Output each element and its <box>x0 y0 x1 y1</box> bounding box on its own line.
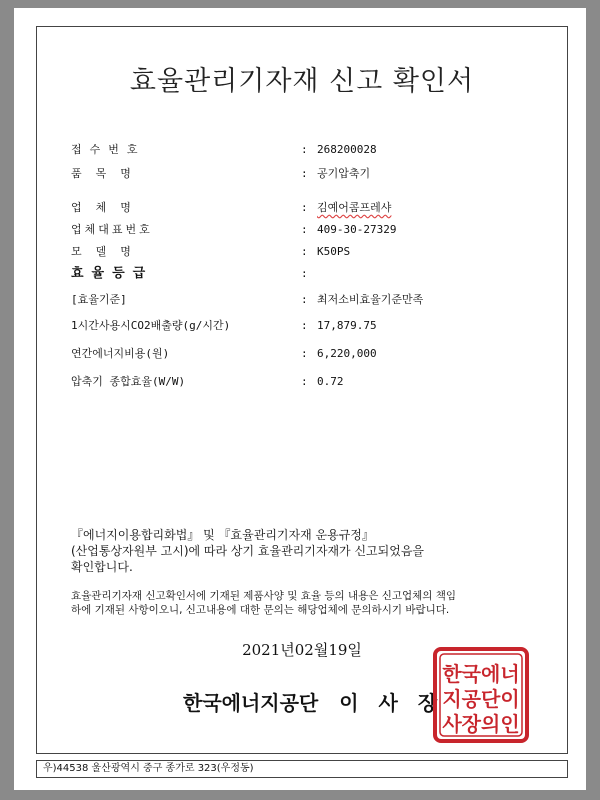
field-row-model-name <box>71 242 561 262</box>
field-colon: : <box>301 201 308 214</box>
issuer-signature-line <box>183 687 457 716</box>
field-label: 1시간사용시CO2배출량(g/시간) <box>71 319 231 332</box>
field-label: 업체명 <box>71 201 145 214</box>
field-label: 접수번호 <box>71 143 146 156</box>
field-label: 업체대표번호 <box>71 223 153 236</box>
field-label: [효율기준] <box>71 293 127 306</box>
seal-text-line: 한국에너 <box>442 662 520 686</box>
field-value: 공기압축기 <box>317 167 371 180</box>
field-colon: : <box>301 167 308 180</box>
field-row-efficiency-grade <box>71 264 561 284</box>
field-value: 409-30-27329 <box>317 223 397 236</box>
statement-line: 『에너지이용합리화법』 및 『효율관리기자재 운용규정』 <box>71 528 374 542</box>
field-value: K50PS <box>317 245 351 258</box>
field-label: 효율등급 <box>71 266 154 281</box>
field-colon: : <box>301 319 308 332</box>
issue-date: 2021년02월19일 <box>242 641 362 659</box>
field-row-efficiency-standard <box>71 290 561 310</box>
confirmation-statement <box>71 527 571 575</box>
notice-line: 효율관리기자재 신고확인서에 기재된 제품사양 및 효율 등의 내용은 신고업체의 책임 <box>71 590 457 602</box>
field-row-co2-emission <box>71 316 561 336</box>
field-value: 268200028 <box>317 143 377 156</box>
field-colon: : <box>301 293 308 306</box>
document-title: 효율관리기자재 신고 확인서 <box>129 66 475 97</box>
field-colon: : <box>301 223 308 236</box>
seal-text-line: 지공단이 <box>442 687 520 711</box>
field-colon: : <box>301 375 308 388</box>
field-value: 6,220,000 <box>317 347 377 360</box>
field-label: 모델명 <box>71 245 145 258</box>
field-label: 연간에너지비용(원) <box>71 347 170 360</box>
field-row-company-number <box>71 220 561 240</box>
certificate-frame <box>36 26 568 754</box>
field-row-annual-energy-cost <box>71 344 561 364</box>
issuer-organization: 한국에너지공단 <box>183 691 319 715</box>
field-row-receipt-number <box>71 140 561 160</box>
field-colon: : <box>301 143 308 156</box>
issuer-role: 이사장 <box>339 691 458 715</box>
field-row-item-name <box>71 164 561 184</box>
field-value: 0.72 <box>317 375 344 388</box>
field-value: 17,879.75 <box>317 319 377 332</box>
field-colon: : <box>301 267 308 280</box>
field-label: 압축기 종합효율(W/W) <box>71 375 186 388</box>
field-row-compressor-efficiency <box>71 372 561 392</box>
responsibility-notice <box>71 589 581 617</box>
statement-line: 확인합니다. <box>71 560 133 574</box>
field-value: 최저소비효율기준만족 <box>317 293 424 306</box>
certificate-page <box>14 8 586 790</box>
seal-text-line: 사장의인 <box>442 712 520 736</box>
field-row-company-name <box>71 198 561 218</box>
field-colon: : <box>301 347 308 360</box>
field-value: 김예어콤프레샤 <box>317 201 392 214</box>
statement-line: (산업통상자원부 고시)에 따라 상기 효율관리기자재가 신고되었음을 <box>71 544 425 558</box>
agency-address: 우)44538 울산광역시 중구 종가로 323(우정동) <box>36 760 568 778</box>
official-seal-icon <box>431 645 531 745</box>
field-label: 품목명 <box>71 167 145 180</box>
notice-line: 하에 기재된 사항이오니, 신고내용에 대한 문의는 해당업체에 문의하시기 바랍니다. <box>71 604 450 616</box>
field-colon: : <box>301 245 308 258</box>
